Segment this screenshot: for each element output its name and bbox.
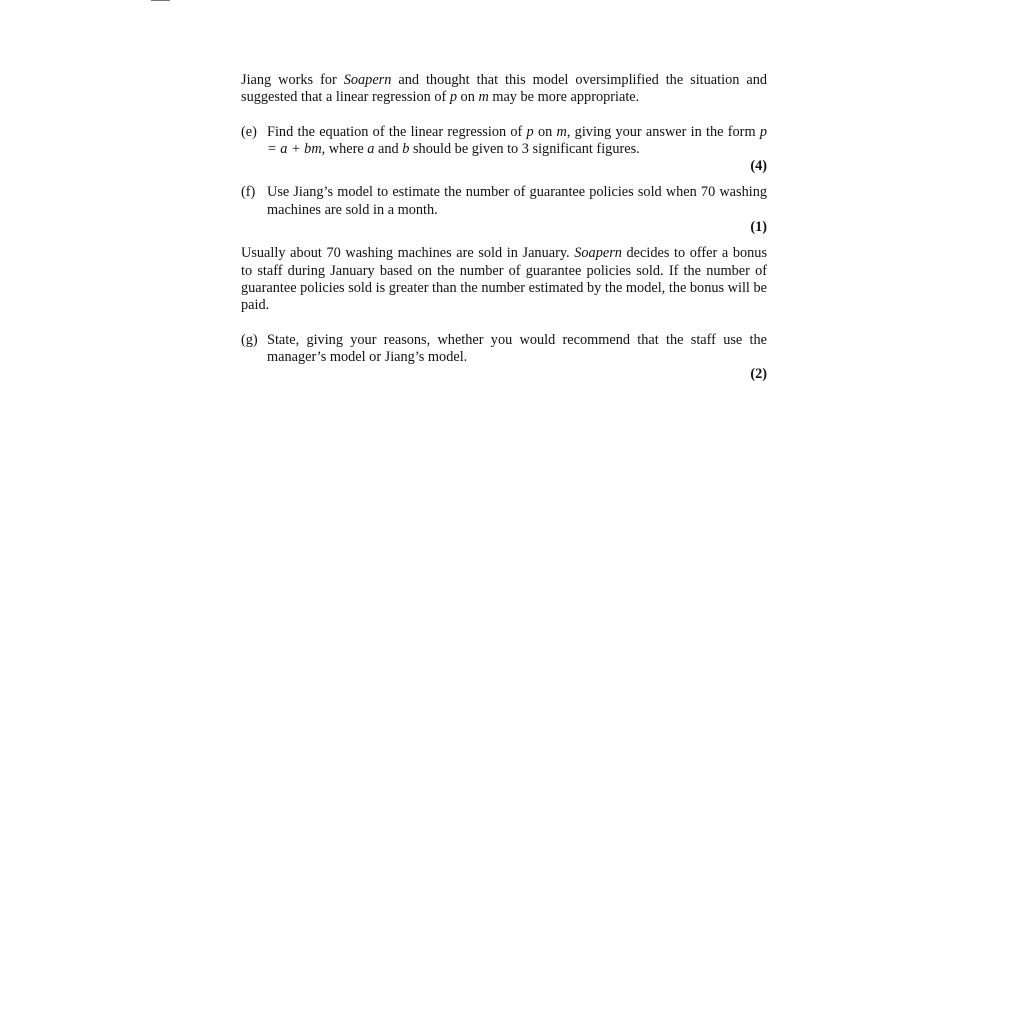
intro-text: Jiang works for [241,72,344,88]
question-text: should be given to 3 significant figures. [409,140,640,157]
variable-b: b [402,140,410,157]
question-text: Find the equation of the linear regression of [267,123,527,140]
context-paragraph [241,245,767,314]
question-text: , where [321,140,368,157]
question-f-text: Use Jiang’s model to estimate the number of guarantee policies sold when 70 washing machines are sold in a month. [267,184,767,218]
question-text: on [533,123,557,140]
variable-p: p [449,89,457,106]
intro-text: may be more appropriate. [488,89,640,106]
variable-m: m [556,123,567,140]
regression-equation: p = a + bm [267,123,767,157]
question-e-text [267,124,767,159]
question-f [241,184,767,236]
context-text: decides to offer a bonus to staff during January based on the number of guarantee policies sold. If the number of guarantee policies sold is greater than the number estimated by the model, the bonus will be paid. [241,245,768,314]
question-text: and [374,140,403,157]
intro-paragraph [241,72,767,107]
exam-page [241,72,767,383]
question-g-label: (g) [241,331,258,348]
question-g-marks: (2) [750,366,767,383]
question-g-text: State, giving your reasons, whether you would recommend that the staff use the manager’s model or Jiang’s model. [267,331,767,365]
company-name: Soapern [343,72,392,88]
variable-m: m [478,89,489,106]
question-e-label: (e) [241,123,257,140]
question-text: , giving your answer in the form [566,123,760,140]
top-edge-rule [151,0,170,1]
variable-a: a [367,140,375,157]
question-g [241,332,767,384]
company-name: Soapern [574,245,622,262]
context-text: Usually about 70 washing machines are sold in January. [241,245,575,262]
variable-p: p [526,123,534,140]
question-e [241,124,767,176]
question-e-marks: (4) [750,158,767,175]
intro-text: and thought that this model oversimplified the situation and suggested that a linear regression of [241,72,767,106]
question-f-marks: (1) [750,219,767,236]
intro-text: on [456,89,479,106]
question-f-label: (f) [241,184,256,201]
